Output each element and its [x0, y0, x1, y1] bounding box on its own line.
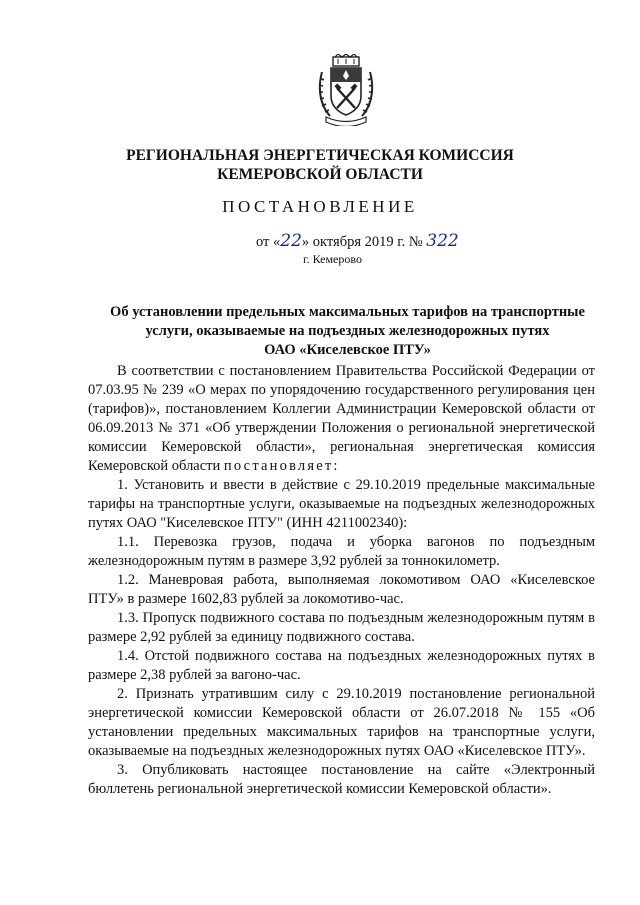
paragraph-1-4: 1.4. Отстой подвижного состава на подъездных железнодорожных путях в размере 2,38 рублей за вагоно-час.	[88, 648, 595, 683]
paragraph-2: 2. Признать утратившим силу с 29.10.2019 постановление региональной энергетической комиссии Кемеровской области от 26.07.2018 № 155 «Об установлении предельных максимальных тарифов на транспортные услуги, оказываемые на подъездных железнодорожных путях ОАО «Киселевское ПТУ».	[88, 686, 595, 759]
city: г. Кемерово	[303, 252, 362, 266]
document-type: ПОСТАНОВЛЕНИЕ	[222, 197, 418, 216]
title-line-3: ОАО «Киселевское ПТУ»	[264, 342, 431, 358]
preamble-text: В соответствии с постановлением Правительства Российской Федерации от 07.03.95 № 239 «О мерах по упорядочению государственного регулирования цен (тарифов)», постановлением Коллегии Администрации Кемеровской области от 06.09.2013 № 371 «Об утверждении Положения о региональной энергетической комиссии Кемеровской области», региональная энергетическая комиссия Кемеровской области	[88, 363, 595, 474]
title-line-1: Об установлении предельных максимальных тарифов на транспортные	[110, 304, 585, 320]
date-suffix: » октября 2019 г. №	[301, 234, 423, 250]
paragraph-1-3: 1.3. Пропуск подвижного состава по подъездным железнодорожным путям в размере 2,92 рублей за единицу подвижного состава.	[88, 610, 595, 645]
organization-name	[0, 146, 640, 184]
paragraph-1: 1. Установить и ввести в действие с 29.10.2019 предельные максимальные тарифы на транспортные услуги, оказываемые на подъездных железнодорожных путях ОАО "Киселевское ПТУ" (ИНН 4211002340):	[88, 477, 595, 531]
decree-word: постановляет:	[223, 458, 340, 474]
paragraph-1-2: 1.2. Маневровая работа, выполняемая локомотивом ОАО «Киселевское ПТУ» в размере 1602,83 рублей за локомотиво-час.	[88, 572, 595, 607]
paragraph-1-1: 1.1. Перевозка грузов, подача и уборка вагонов по подъездным железнодорожным путям в размере 3,92 рублей за тоннокилометр.	[88, 534, 595, 569]
date-day: 22	[280, 231, 302, 251]
date-line	[256, 231, 459, 251]
preamble-paragraph	[88, 362, 595, 476]
coat-of-arms-icon	[316, 54, 376, 126]
org-name-line-1: РЕГИОНАЛЬНАЯ ЭНЕРГЕТИЧЕСКАЯ КОМИССИЯ	[126, 147, 514, 164]
org-name-line-2: КЕМЕРОВСКОЙ ОБЛАСТИ	[217, 166, 423, 183]
date-prefix: от «	[256, 234, 281, 250]
document-title	[100, 303, 595, 360]
document-number: 322	[426, 231, 459, 251]
document-body	[88, 362, 595, 799]
title-line-2: услуги, оказываемые на подъездных железнодорожных путях	[145, 323, 550, 339]
paragraph-3: 3. Опубликовать настоящее постановление на сайте «Электронный бюллетень региональной энергетической комиссии Кемеровской области».	[88, 762, 595, 797]
